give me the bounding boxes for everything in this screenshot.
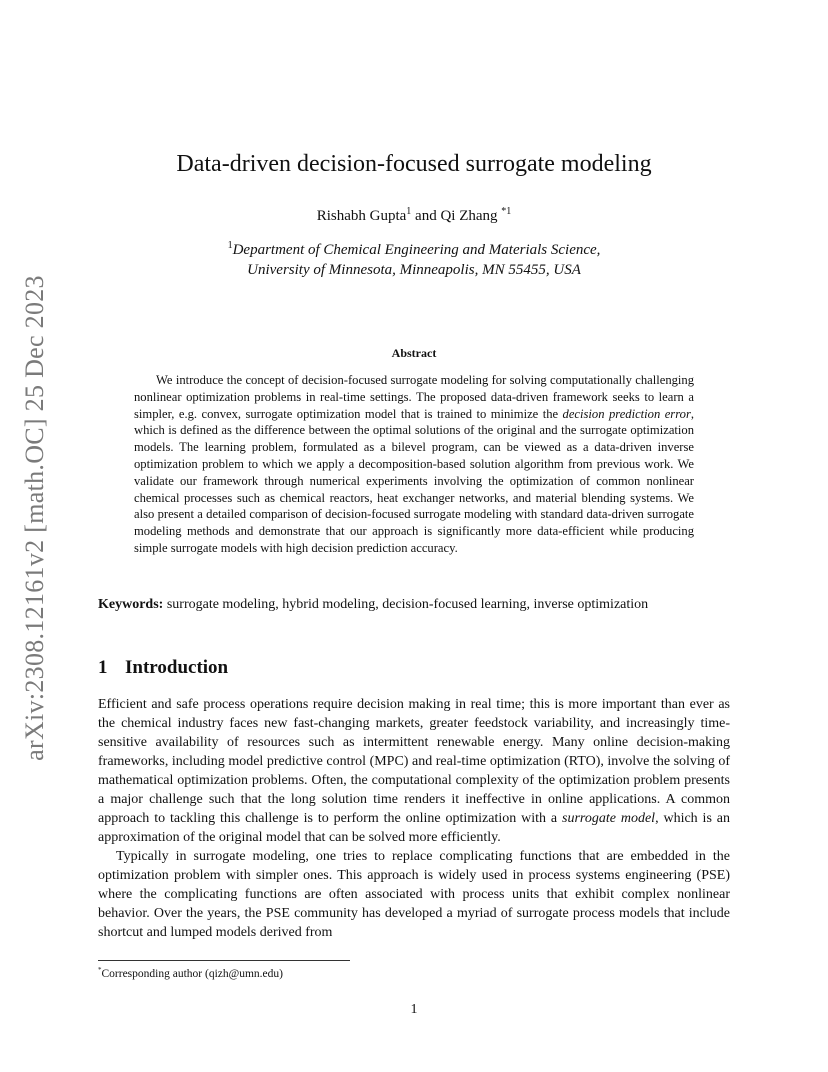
author-connector: and <box>411 208 441 224</box>
arxiv-identifier-text: arXiv:2308.12161v2 [math.OC] 25 Dec 2023 <box>20 275 49 761</box>
body-text <box>98 695 730 942</box>
page-number: 1 <box>410 1002 418 1017</box>
paper-title: Data-driven decision-focused surrogate modeling <box>176 151 652 177</box>
author-name: Rishabh Gupta <box>316 208 407 224</box>
affiliation-marker: *1 <box>501 206 512 217</box>
abstract-text: We introduce the concept of decision-focused surrogate modeling for solving computationally challenging nonlinear optimization problems in real-time settings. The proposed data-driven framework seeks to learn a simpler, e.g. convex, surrogate optimization model that is trained to minimize the decision prediction error, which is defined as the difference between the optimal solutions of the original and the surrogate optimization models. The learning problem, formulated as a bilevel program, can be viewed as a data-driven inverse optimization problem to which we apply a decomposition-based solution algorithm from previous work. We validate our framework through numerical experiments involving the optimization of common nonlinear chemical processes such as chemical reactors, heat exchanger networks, and material blending systems. We also present a detailed comparison of decision-focused surrogate modeling with standard data-driven surrogate modeling methods and demonstrate that our approach is significantly more data-efficient while producing simple surrogate models with high decision prediction accuracy. <box>134 373 694 555</box>
paragraph: Typically in surrogate modeling, one tries to replace complicating functions that are embedded in the optimization problem with simpler ones. This approach is widely used in process systems engineering (PSE) where the complicating functions are often associated with process units that exhibit complex nonlinear behavior. Over the years, the PSE community has developed a myriad of surrogate process models that include shortcut and lumped models derived from <box>98 849 730 940</box>
author-name: Qi Zhang <box>440 208 498 224</box>
keywords <box>98 595 730 615</box>
keywords-list: surrogate modeling, hybrid modeling, decision-focused learning, inverse optimization <box>163 597 649 612</box>
abstract-heading: Abstract <box>391 346 437 360</box>
emphasized-term: surrogate model <box>562 811 656 826</box>
affiliation-line: University of Minnesota, Minneapolis, MN 55455, USA <box>247 262 581 278</box>
paragraph: Efficient and safe process operations require decision making in real time; this is more important than ever as the chemical industry faces new fast-changing markets, greater feedstock variability, and increasingly time-sensitive availability of resources such as intermittent renewable energy. Many online decision-making frameworks, including model predictive control (MPC) and real-time optimization (RTO), involve the solving of mathematical optimization problems. Often, the computational complexity of the optimization problem presents a major challenge such that the long solution time renders it ineffective in online applications. A common approach to tackling this challenge is to perform the online optimization with a surrogate model, which is an approximation of the original model that can be solved more efficiently. <box>98 697 730 845</box>
section-title: Introduction <box>125 657 229 678</box>
section-heading <box>98 655 730 681</box>
affiliation-line: $^1$Department of Chemical Engineering and Materials Science, <box>227 240 601 258</box>
footnote <box>98 963 730 982</box>
affiliation <box>100 240 728 280</box>
footnote-text: Corresponding author (qizh@umn.edu) <box>101 968 283 980</box>
arxiv-identifier-stamp <box>15 262 55 774</box>
footnote-mark: * <box>98 966 102 974</box>
affiliation-marker: 1 <box>227 240 233 251</box>
emphasized-term: decision prediction error <box>562 406 691 421</box>
author-list <box>100 205 728 227</box>
affiliation-marker: 1 <box>406 206 412 217</box>
section-number: 1 <box>98 657 108 678</box>
keywords-label: Keywords: <box>98 597 164 612</box>
footnote-divider <box>98 960 350 961</box>
